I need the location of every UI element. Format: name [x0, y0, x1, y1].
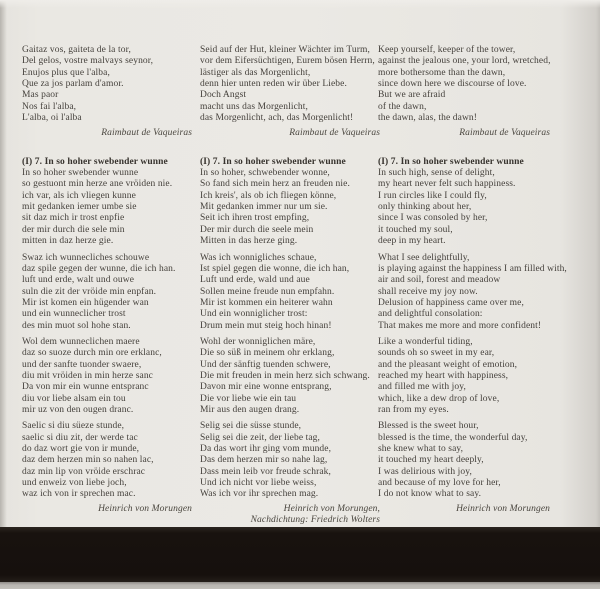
text-line: and delightful consolation: — [378, 309, 483, 320]
text-line: daz so suoze durch min ore erklanc, — [22, 348, 162, 359]
text-line: Heinrich von Morungen — [98, 503, 192, 514]
song-heading: (I) 7. In so hoher swebender wunne — [22, 156, 168, 167]
text-line: I was delirious with joy, — [378, 466, 472, 477]
poet-attribution: Raimbaut de Vaqueiras — [289, 128, 380, 139]
text-line: and the pleasant weight of emotion, — [378, 359, 518, 370]
text-line: des min muot sol hohe stan. — [22, 320, 131, 331]
text-line: Und ich nicht vor liebe weiss, — [200, 478, 317, 489]
text-line: blessed is the time, the wonderful day, — [378, 432, 528, 443]
text-line: diu mit vröiden in min herze sanc — [22, 370, 153, 381]
text-line: Seit ich ihren trost empfing, — [200, 213, 310, 224]
text-line: Enujos plus que l'alba, — [22, 67, 110, 78]
text-line: Mir aus den augen drang. — [200, 404, 300, 415]
column-english — [378, 0, 567, 515]
text-line: But we are afraid — [378, 90, 446, 101]
text-line: daz spile gegen der wunne, die ich han. — [22, 263, 176, 274]
text-line: Mit gedanken immer nur um sie. — [200, 202, 328, 213]
text-line: I do not know what to say. — [378, 489, 482, 500]
text-line: I run circles like I could fly, — [378, 190, 487, 201]
stanza-4 — [22, 421, 192, 500]
text-line: In so hoher, schwebender wonne, — [200, 168, 330, 179]
text-line: luft und erde, walt und ouwe — [22, 275, 135, 286]
text-line: Que za jos parlam d'amor. — [22, 79, 124, 90]
song-heading: (I) 7. In so hoher swebender wunne — [378, 156, 524, 167]
text-line: Delusion of happiness came over me, — [378, 297, 524, 308]
stanza-4 — [200, 421, 380, 500]
text-line: daz dem herzen min so nahen lac, — [22, 455, 154, 466]
text-line: Da das wort ihr ging vom munde, — [200, 444, 332, 454]
text-line: do daz wort gie von ir munde, — [22, 444, 140, 454]
text-line: Davon mir eine wonne entsprang, — [200, 382, 332, 393]
text-line: mitten in daz herze gie. — [22, 236, 114, 247]
text-line: Luft und erde, wald und aue — [200, 275, 310, 286]
top-stanza — [22, 45, 192, 124]
text-line: Der mir durch die seele mein — [200, 224, 314, 235]
text-line: Ist spiel gegen die wonne, die ich han, — [200, 263, 350, 274]
text-line: L'alba, oi l'alba — [22, 113, 82, 124]
text-line: it touched my heart deeply, — [378, 455, 484, 466]
text-line: shall receive my joy now. — [378, 286, 478, 297]
text-line: What I see delightfully, — [378, 252, 470, 263]
text-line: mit gedanken iemer umbe sie — [22, 202, 137, 213]
stanza-3 — [378, 337, 550, 416]
text-line: deep in my heart. — [378, 236, 446, 247]
stanza-3 — [200, 337, 380, 416]
text-line: In such high, sense of delight, — [378, 168, 495, 179]
text-line: Die mit freuden in mein herz sich schwang. — [200, 370, 370, 381]
text-line: of the dawn, — [378, 101, 427, 112]
text-line: das Morgenlicht, ach, das Morgenlicht! — [200, 113, 354, 124]
text-line: diu vor liebe alsam ein tou — [22, 393, 126, 404]
stanza-2 — [200, 253, 380, 332]
text-line: Sollen meine freude nun empfahn. — [200, 286, 335, 297]
text-line: Selig sei die zeit, der liebe tag, — [200, 432, 320, 443]
text-line: and filled me with joy, — [378, 382, 466, 393]
poet-attribution: Raimbaut de Vaqueiras — [459, 128, 550, 139]
text-line: ran from my eyes. — [378, 404, 449, 415]
text-line: Was ich wonnigliches schaue, — [200, 252, 317, 263]
text-line: against the jealous one, your lord, wretched, — [378, 56, 551, 67]
text-line: the dawn, alas, the dawn! — [378, 113, 478, 124]
text-line: is playing against the happiness I am filled with, — [378, 263, 567, 274]
text-line: Ich kreis', als ob ich fliegen könne, — [200, 190, 337, 201]
text-line: daz min lip von vröide erschrac — [22, 466, 146, 477]
text-line: Selig sei die süsse stunde, — [200, 421, 302, 432]
text-line: Mir ist kommen ein heiterer wahn — [200, 297, 333, 308]
text-line: Mas paor — [22, 90, 59, 101]
text-line: In so hoher swebender wunne — [22, 168, 139, 179]
text-line: Was ich vor ihr sprechen mag. — [200, 489, 319, 500]
scan-edge-strip — [0, 582, 600, 589]
text-line: Nachdichtung: Friedrich Wolters — [250, 515, 380, 526]
text-line: Drum mein mut steig hoch hinan! — [200, 320, 332, 331]
text-line: Und ein wonniglicher trost: — [200, 309, 308, 320]
text-line: Wohl der wonniglichen märe, — [200, 336, 316, 347]
scan-black-background — [0, 527, 600, 582]
text-line: Die so süß in meinem ohr erklang, — [200, 348, 335, 359]
text-line: und ein wunneclicher trost — [22, 309, 126, 320]
song-heading: (I) 7. In so hoher swebender wunne — [200, 156, 346, 167]
poet-attribution — [22, 504, 192, 515]
text-line: since I was consoled by her, — [378, 213, 488, 224]
text-line: und enweiz von liebe joch, — [22, 478, 127, 489]
column-occitan — [22, 0, 192, 515]
text-line: That makes me more and more confident! — [378, 320, 542, 331]
text-line: Heinrich von Morungen, — [283, 503, 380, 514]
text-line: Blessed is the sweet hour, — [378, 421, 479, 432]
stanza-2 — [378, 252, 567, 332]
text-line: my heart never felt such happiness. — [378, 179, 516, 190]
stanza-1 — [200, 168, 380, 247]
text-line: waz ich von ir sprechen mac. — [22, 489, 136, 500]
text-line: Del gelos, vostre malvays seynor, — [22, 56, 154, 67]
text-line: macht uns das Morgenlicht, — [200, 101, 308, 112]
text-line: denn hier unten reden wir über Liebe. — [200, 79, 347, 90]
text-line: only thinking about her, — [378, 202, 472, 213]
text-line: she knew what to say, — [378, 444, 464, 454]
text-line: Heinrich von Morungen — [456, 503, 550, 514]
text-line: Dass mein leib vor freude schrak, — [200, 466, 331, 477]
text-line: Die vor liebe wie ein tau — [200, 393, 297, 404]
text-line: reached my heart with happiness, — [378, 370, 509, 381]
text-line: lästiger als das Morgenlicht, — [200, 67, 311, 78]
text-line: Seid auf der Hut, kleiner Wächter im Turm, — [200, 45, 370, 55]
text-line: more bothersome than the dawn, — [378, 67, 506, 78]
top-stanza — [200, 45, 380, 124]
text-line: Saelic si diu süeze stunde, — [22, 421, 125, 432]
text-line: since down here we discourse of love. — [378, 79, 527, 90]
text-line: Mitten in das herze ging. — [200, 236, 298, 247]
text-line: Like a wonderful tiding, — [378, 336, 473, 347]
poet-attribution — [200, 504, 380, 527]
text-line: Swaz ich wunnecliches schouwe — [22, 252, 150, 263]
text-line: vor dem Eifersüchtigen, Eurem bösen Herrn, — [200, 56, 375, 67]
stanza-2 — [22, 253, 192, 332]
text-line: Und der sänftig tuenden schwere, — [200, 359, 331, 370]
top-stanza — [378, 45, 550, 124]
text-line: So fand sich mein herz an freuden nie. — [200, 179, 350, 190]
stanza-1 — [22, 168, 192, 247]
poet-attribution: Raimbaut de Vaqueiras — [101, 128, 192, 139]
text-line: mir uz von den ougen dranc. — [22, 404, 134, 415]
text-line: Nos fai l'alba, — [22, 101, 77, 112]
text-line: Wol dem wunneclichen maere — [22, 336, 140, 347]
text-line: Das dem herzen mir so nahe lag, — [200, 455, 328, 466]
text-line: sit daz mich ir trost enpfie — [22, 213, 125, 224]
column-german — [200, 0, 380, 526]
text-line: Keep yourself, keeper of the tower, — [378, 45, 516, 55]
text-line: Doch Angst — [200, 90, 247, 101]
stanza-3 — [22, 337, 192, 416]
text-line: which, like a dew drop of love, — [378, 393, 500, 404]
text-line: it touched my soul, — [378, 224, 453, 235]
text-line: Gaitaz vos, gaiteta de la tor, — [22, 45, 131, 55]
text-line: saelic si diu zit, der werde tac — [22, 432, 138, 443]
text-line: Mir ist komen ein hügender wan — [22, 297, 149, 308]
text-line: und der sanfte tuonder swaere, — [22, 359, 142, 370]
poet-attribution — [378, 504, 550, 515]
stanza-1 — [378, 168, 550, 247]
text-line: and because of my love for her, — [378, 478, 501, 489]
text-line: air and soil, forest and meadow — [378, 275, 501, 286]
text-line: sounds oh so sweet in my ear, — [378, 348, 495, 359]
text-line: Da von mir ein wunne entspranc — [22, 382, 149, 393]
text-line: suln die zit der vröide min enpfan. — [22, 286, 157, 297]
text-line: der mir durch die sele min — [22, 224, 125, 235]
stanza-4 — [378, 421, 550, 500]
text-line: ich var, als ich vliegen kunne — [22, 190, 136, 201]
text-line: so gestuont min herze ane vröiden nie. — [22, 179, 173, 190]
